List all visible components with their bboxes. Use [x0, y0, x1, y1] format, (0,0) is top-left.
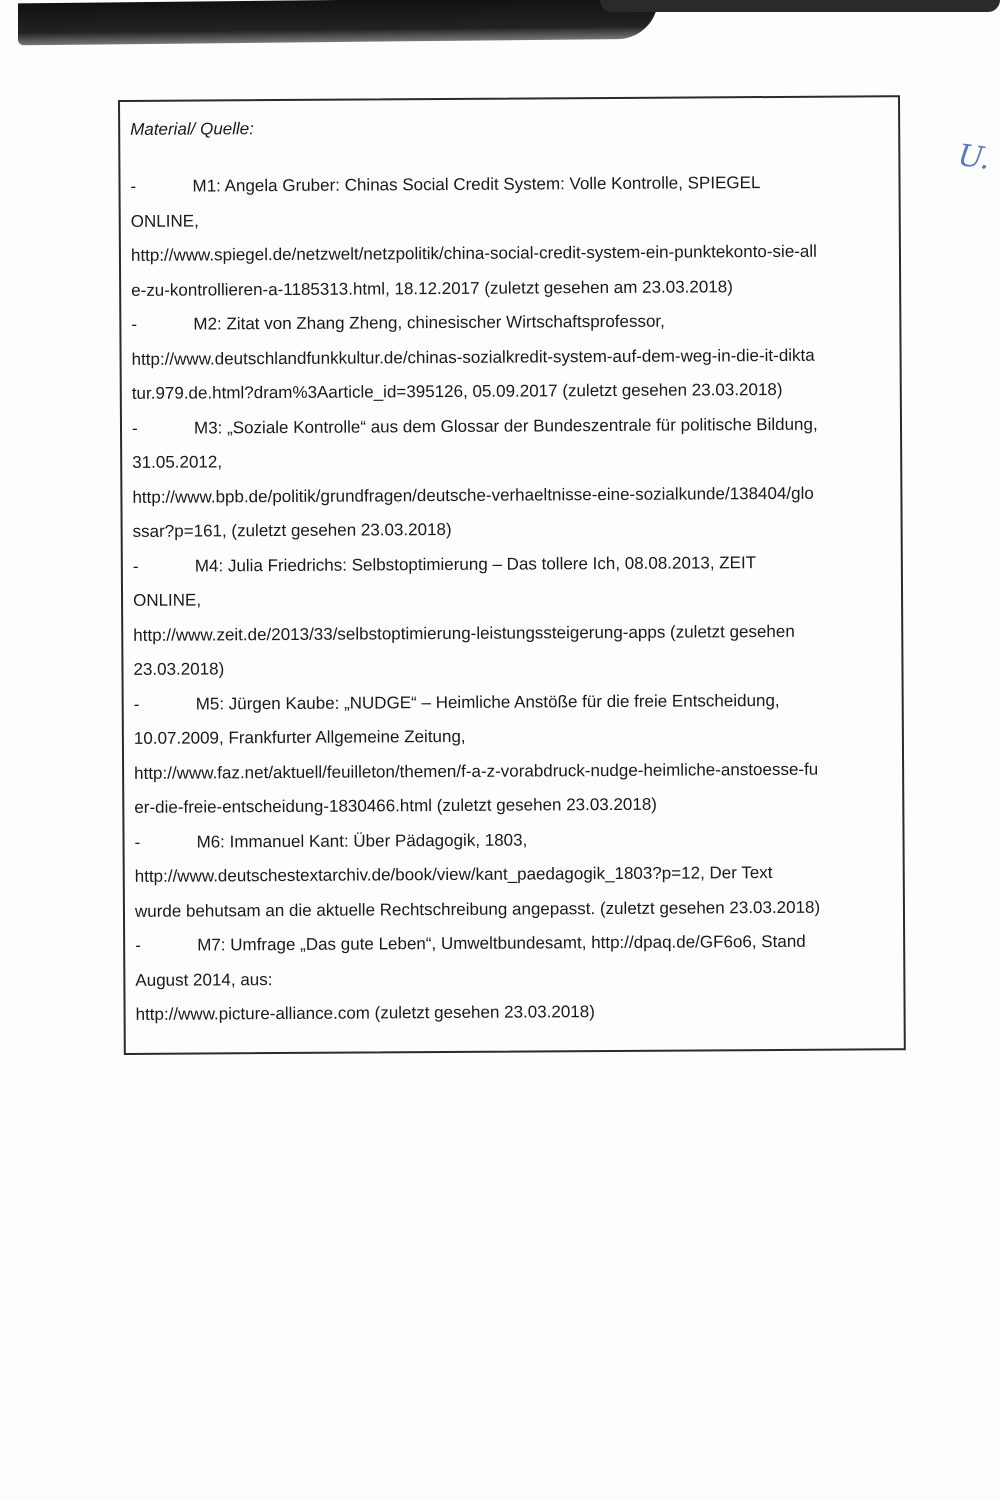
source-entry-line: ONLINE, — [132, 590, 202, 610]
source-entry-first-line — [133, 545, 889, 584]
source-entry-line: 10.07.2009, Frankfurter Allgemeine Zeitung, — [133, 726, 466, 748]
list-dash: - — [134, 832, 141, 852]
list-dash: - — [131, 314, 138, 334]
source-entry — [134, 821, 891, 929]
source-entry-line: 31.05.2012, — [132, 452, 223, 472]
source-entry-line: http://www.picture-alliance.com (zuletzt gesehen 23.03.2018) — [135, 1002, 595, 1024]
source-entry-text: M1: Angela Gruber: Chinas Social Credit System: Volle Kontrolle, SPIEGEL — [192, 173, 761, 196]
source-entry-line: e-zu-kontrollieren-a-1185313.html, 18.12.2017 (zuletzt gesehen am 23.03.2018) — [131, 276, 733, 300]
source-entry-line: ssar?p=161, (zuletzt gesehen 23.03.2018) — [132, 519, 452, 541]
source-entry-line: August 2014, aus: — [135, 969, 273, 990]
source-entry-first-line — [134, 821, 890, 860]
source-entry-first-line — [131, 303, 887, 342]
list-dash: - — [135, 935, 141, 955]
source-entry — [132, 407, 889, 550]
source-entry-text: M5: Jürgen Kaube: „NUDGE“ – Heimliche Anstöße für die freie Entscheidung, — [195, 690, 780, 714]
source-entry-text: M7: Umfrage „Das gute Leben“, Umweltbundesamt, http://dpaq.de/GF6o6, Stand — [197, 931, 806, 955]
source-entry-line: http://www.deutschlandfunkkultur.de/chinas-sozialkredit-system-auf-dem-weg-in-die-it-dikta — [131, 345, 815, 369]
source-entry — [133, 545, 890, 688]
source-entry-line: tur.979.de.html?dram%3Aarticle_id=395126, 05.09.2017 (zuletzt gesehen 23.03.2018) — [131, 379, 783, 403]
source-entry-line: http://www.spiegel.de/netzwelt/netzpolitik/china-social-credit-system-ein-punktekonto-sie-all — [130, 241, 817, 265]
source-entry-text: M6: Immanuel Kant: Über Pädagogik, 1803, — [196, 830, 528, 852]
source-entry — [135, 924, 892, 1032]
source-entry-first-line — [135, 924, 891, 963]
source-entry-text: M4: Julia Friedrichs: Selbstoptimierung – Das tollere Ich, 08.08.2013, ZEIT — [194, 552, 757, 576]
source-entry-text: M3: „Soziale Kontrolle“ aus dem Glossar der Bundeszentrale für politische Bildung, — [193, 414, 818, 438]
source-entry-line: ONLINE, — [130, 211, 199, 231]
scan-edge-shadow-tail — [600, 0, 1000, 12]
source-entry — [131, 303, 888, 411]
list-dash: - — [133, 694, 140, 714]
source-entry-line: er-die-freie-entscheidung-1830466.html (zuletzt gesehen 23.03.2018) — [134, 794, 657, 817]
source-entry-line: wurde behutsam an die aktuelle Rechtschreibung angepasst. (zuletzt gesehen 23.03.2018) — [134, 897, 821, 921]
source-entry-first-line — [134, 683, 890, 722]
sources-box — [118, 95, 906, 1055]
source-entry-line: http://www.bpb.de/politik/grundfragen/deutsche-verhaeltnisse-eine-sozialkunde/138404/glo — [132, 483, 814, 507]
list-dash: - — [131, 418, 138, 438]
source-entry-text: M2: Zitat von Zhang Zheng, chinesischer Wirtschaftsprofessor, — [193, 311, 665, 334]
source-entry-first-line — [132, 407, 888, 446]
source-entry — [130, 165, 887, 308]
source-entry-line: 23.03.2018) — [133, 659, 225, 679]
handwritten-margin-note: U. — [955, 137, 993, 178]
source-entry — [134, 683, 891, 826]
list-dash: - — [132, 556, 139, 576]
source-entry-line: http://www.faz.net/aktuell/feuilleton/themen/f-a-z-vorabdruck-nudge-heimliche-anstoesse-fu — [134, 759, 819, 783]
sources-list — [130, 165, 891, 1032]
source-entry-line: http://www.zeit.de/2013/33/selbstoptimierung-leistungssteigerung-apps (zuletzt gesehen — [133, 621, 795, 645]
sources-heading: Material/ Quelle: — [130, 119, 255, 139]
source-entry-first-line — [130, 165, 886, 204]
source-entry-line: http://www.deutschestextarchiv.de/book/view/kant_paedagogik_1803?p=12, Der Text — [134, 863, 773, 886]
list-dash: - — [130, 176, 137, 196]
scan-edge-shadow — [18, 0, 658, 45]
